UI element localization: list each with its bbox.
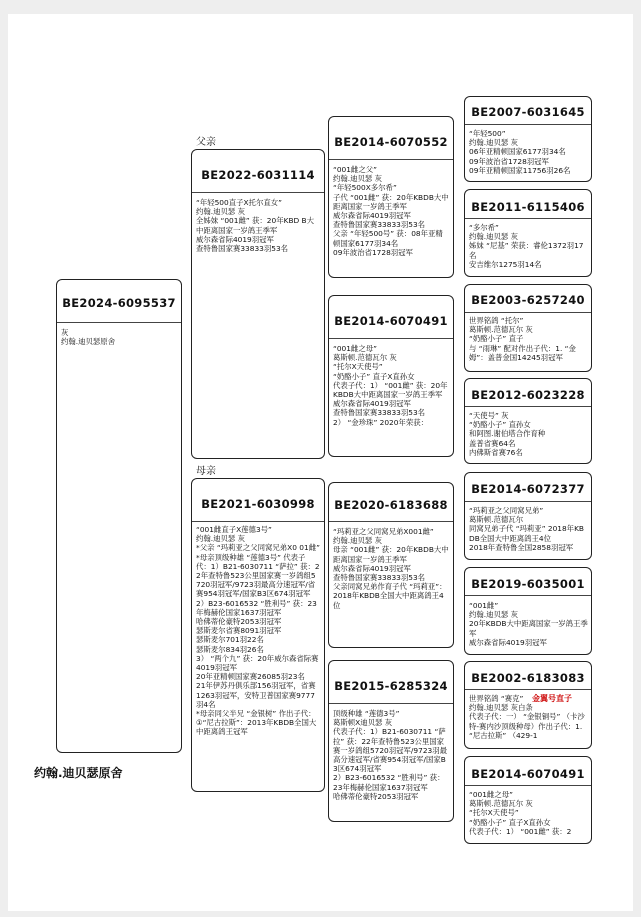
pigeon-description: “玛莉亚之父同窝兄弟” 葛斯顿.范德瓦尔 同窝兄弟子代 “玛莉亚” 2018年KBDB全国大中距离鸽王4位 2018年查特鲁全国2858羽冠军 (469, 506, 584, 552)
pigeon-card-subject (56, 279, 182, 753)
pigeon-description: “年轻500” 约翰.迪贝瑟 灰 06年亚精顿国家6177羽34名 09年波治省1728羽冠军 09年亚精顿国家11756羽26名 (469, 129, 571, 175)
pigeon-card-sdd (464, 378, 592, 464)
divider (192, 192, 324, 193)
divider (329, 338, 453, 339)
ring-number: BE2014-6070552 (334, 135, 448, 149)
stamp: 金翼号直子 (532, 693, 572, 703)
pigeon-description: 世界铭鸽 “赛克” 约翰.迪贝瑟 灰白条 代表子代：一） “金银铜号” （卡沙特-赛内沙顶级种母）作出子代：1. “尼古拉斯” （429-1 (469, 694, 585, 740)
divider (465, 406, 591, 407)
pigeon-description: “年轻500直子X托尔直女” 约翰.迪贝瑟 灰 全姊妹 “001雌” 获：20年KBD B大中距离国家一岁鸽王季军 威尔森省际4019羽冠军 查特鲁国家赛33833羽53名 (196, 198, 315, 254)
pigeon-description: “001雌之母” 葛斯顿.范德瓦尔 灰 “托尔X天使号” “奶酪小子” 直子X直孙女 代表子代：1） “001雌” 获：2 (469, 790, 572, 836)
ring-number: BE2011-6115406 (471, 200, 585, 214)
pigeon-description: “001雌直子X莲德3号” 约翰.迪贝瑟 灰 *父亲 “玛莉亚之父同窝兄弟X0 01雌” *母亲顶级种雄 “莲德3号” 代表子代：1）B21-6030711 “萨拉” 获：22年查特鲁523公里国家赛一岁鸽组5720羽冠军/9723羽最高分速冠军/省赛954羽冠军/国家B3区674羽冠军 2）B23-6016532 “胜利号” 获：23年梅赫伦国家1637羽冠军 哈佛蒂伦豪特2053羽冠军 瑟斯麦尔省赛8091羽冠军 瑟斯麦尔701羽22名 瑟斯麦尔834羽26名 3） “两个九” 获：20年威尔森省际赛4019羽冠军 20年亚精顿国家赛26085羽23名 21年伊苏丹俱乐部156羽冠军，省赛1263羽冠军，安特卫普国家赛9777羽4名 *母亲同父半兄 “金银树” 作出子代：①“尼古拉斯”：2013年KBDB全国大中距离鸽王冠军 (196, 525, 320, 737)
mother-label: 母亲 (196, 466, 216, 477)
pigeon-description: 世界铭鸽 “托尔” 葛斯顿.范德瓦尔 灰 “奶酪小子” 直子 与 “雨琳” 配对作出子代：1. “金姆”：盖普金国14245羽冠军 (469, 316, 576, 362)
pigeon-description: 顶级种雄 “莲德3号” 葛斯顿X迪贝瑟 灰 代表子代：1）B21-6030711 “萨拉” 获：22年查特鲁523公里国家赛一岁鸽组5720羽冠军/9723羽最高分速冠军/省赛954羽冠军/国家B3区674羽冠军 2）B23-6016532 “胜利号” 获：23年梅赫伦国家1637羽冠军 哈佛蒂伦豪特2053羽冠军 (333, 709, 448, 801)
pigeon-card-dam-sire (328, 482, 454, 648)
pigeon-card-sire-dam (328, 295, 454, 457)
ring-number: BE2019-6035001 (471, 577, 585, 591)
ring-number: BE2024-6095537 (62, 296, 176, 310)
divider (465, 218, 591, 219)
divider (329, 703, 453, 704)
pigeon-description: “001雌之母” 葛斯顿.范德瓦尔 灰 “托尔X天使号” “奶酪小子” 直子X直孙女 代表子代：1） “001雌” 获：20年KBDB大中距离国家一岁鸽王季军 威尔森省际4019羽冠军 查特鲁国家赛33833羽53名 2） “金珍珠” 2020年荣获： (333, 344, 448, 427)
ring-number: BE2021-6030998 (201, 497, 315, 511)
pigeon-card-ddd (464, 756, 592, 844)
divider (57, 322, 181, 323)
divider (192, 521, 324, 522)
ring-number: BE2002-6183083 (471, 671, 585, 685)
pigeon-card-dam-dam (328, 660, 454, 822)
ring-number: BE2007-6031645 (471, 105, 585, 119)
pigeon-description: “001雌” 约翰.迪贝瑟 灰 20年KBDB大中距离国家一岁鸽王季军 威尔森省际4019羽冠军 (469, 601, 588, 647)
divider (465, 785, 591, 786)
divider (329, 521, 453, 522)
divider (465, 595, 591, 596)
pigeon-card-sds (464, 284, 592, 372)
divider (465, 689, 591, 690)
divider (465, 501, 591, 502)
ring-number: BE2020-6183688 (334, 498, 448, 512)
owner-name: 约翰.迪贝瑟原舍 (34, 766, 123, 780)
pigeon-card-dam (191, 478, 325, 792)
pigeon-card-ssd (464, 189, 592, 277)
ring-number: BE2014-6070491 (471, 767, 585, 781)
pigeon-description: “天使号” 灰 “奶酪小子” 直孙女 和阿图.谢伯塔合作育种 盖普省赛64名 内佛斯省赛76名 (469, 411, 546, 457)
ring-number: BE2014-6072377 (471, 482, 585, 496)
divider (465, 312, 591, 313)
pigeon-card-dsd (464, 567, 592, 655)
pigeon-card-dss (464, 472, 592, 560)
ring-number: BE2012-6023228 (471, 388, 585, 402)
pigeon-card-sire (191, 149, 325, 459)
pigeon-card-dds (464, 661, 592, 749)
ring-number: BE2015-6285324 (334, 679, 448, 693)
pigeon-description: “001雌之父” 约翰.迪贝瑟 灰 “年轻500X多尔希” 子代 “001雌” 获：20年KBDB大中距离国家一岁鸽王季军 威尔森省际4019羽冠军 查特鲁国家赛33833羽53名 父亲 “年轻500号” 获：08年亚精顿国家6177羽34名 09年波治省1728羽冠军 (333, 165, 449, 257)
pigeon-card-sire-sire (328, 116, 454, 278)
pigeon-card-sss (464, 96, 592, 182)
ring-number: BE2003-6257240 (471, 293, 585, 307)
father-label: 父亲 (196, 137, 216, 148)
ring-number: BE2014-6070491 (334, 314, 448, 328)
pigeon-description: “多尔希” 约翰.迪贝瑟 灰 姊妹 “尼基” 荣获：睿伦1372羽17名 安吉维尔1275羽14名 (469, 223, 584, 269)
ring-number: BE2022-6031114 (201, 168, 315, 182)
divider (329, 159, 453, 160)
pigeon-description: “玛莉亚之父同窝兄弟X001雌” 约翰.迪贝瑟 灰 母亲 “001雌” 获：20年KBDB大中距离国家一岁鸽王季军 威尔森省际4019羽冠军 查特鲁国家赛33833羽53名 父亲同窝兄弟作育子代 “玛莉亚”：2018年KBDB全国大中距离鸽王4位 (333, 527, 449, 610)
pigeon-description: 灰 约翰.迪贝瑟原舍 (61, 328, 116, 347)
divider (465, 124, 591, 125)
